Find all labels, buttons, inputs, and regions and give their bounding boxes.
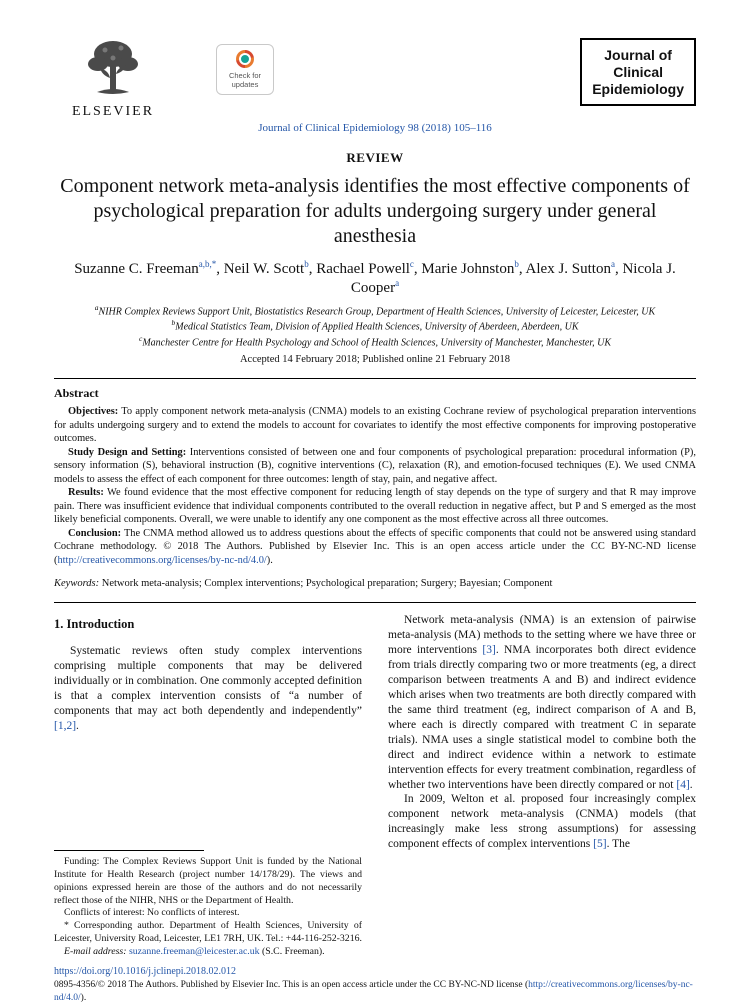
crossmark-icon	[236, 50, 254, 68]
citation-ref[interactable]: [4]	[676, 778, 690, 791]
crossmark-label-line1: Check for	[228, 71, 262, 80]
author-separator: ,	[518, 260, 526, 277]
footnotes-block	[54, 850, 362, 958]
intro-heading: 1. Introduction	[54, 617, 135, 632]
elsevier-wordmark: ELSEVIER	[71, 104, 155, 119]
abstract-results-text: We found evidence that the most effective component for reducing length of stay depends on the type of surgery and that R may improve pain. There was insufficient evidence that individual components contributed to the overall reduction in negative affect, but P and S emerged as the most likely beneficial components. Overall, we were unable to identify any one component as the most effective across all three outcomes.	[54, 487, 696, 526]
author-affiliation-sup[interactable]: a,b,*	[198, 258, 217, 269]
author-name: Neil W. Scott	[223, 260, 305, 277]
body-columns	[54, 613, 696, 958]
affiliation-line	[54, 303, 696, 318]
abstract-conclusion-close: ).	[266, 554, 273, 566]
affiliation-list	[54, 303, 696, 349]
abstract-design-text: Interventions consisted of between one and four components of psychological preparation: procedural information (P), sensory information (S), behavioral instruction (B), cognitive interventions (C), relaxation (R), and emotion-focused techniques (E). We used CNMA models to assess the effect of each component for three outcomes: length of stay, pain, and negative affect.	[54, 446, 696, 485]
citation-ref[interactable]: [1,2]	[54, 719, 77, 732]
copyright-text	[54, 979, 696, 1004]
abstract-conclusion-text: The CNMA method allowed us to address questions about the effects of specific components that could not be answered using standard Cochrane methodology. © 2018 The Authors. Published by Elsevier Inc. This is an open access article under the CC BY-NC-ND license (	[54, 527, 696, 566]
affiliation-text: NIHR Complex Reviews Support Unit, Biostatistics Research Group, Department of Health Sciences, University of Leicester, Leicester, UK	[98, 306, 656, 318]
section-divider-top	[54, 378, 696, 379]
license-link[interactable]: http://creativecommons.org/licenses/by-nc-nd/4.0/	[57, 554, 267, 566]
author-separator: ,	[216, 260, 224, 277]
elsevier-tree-icon	[77, 38, 149, 98]
abstract-objectives-label: Objectives:	[68, 406, 119, 418]
right-column	[388, 613, 696, 958]
welton-text-a: In 2009, Welton et al. proposed four increasingly complex component network meta-analysis (CNMA) models (that increasingly make less strong assumptions) for assessing component effects of complex interventions	[388, 793, 696, 851]
author-name: Rachael Powell	[316, 260, 410, 277]
author-list	[54, 259, 696, 299]
author-affiliation-sup[interactable]: c	[409, 258, 414, 269]
abstract-conclusion-label: Conclusion:	[68, 527, 122, 539]
copyright-text-b: ).	[80, 992, 87, 1003]
intro-text: Systematic reviews often study complex interventions comprising multiple components that may be delivered individually or in combination. One commonly accepted definition is that a complex intervention consists of “a number of components that may act both dependently and independently”	[54, 645, 362, 717]
author-name: Nicola J. Cooper	[350, 260, 676, 297]
citation-link[interactable]: Journal of Clinical Epidemiology 98 (2018) 105–116	[258, 122, 492, 134]
affiliation-text: Medical Statistics Team, Division of Applied Health Sciences, University of Aberdeen, Aberdeen, UK	[175, 321, 579, 333]
footnote-corresponding: * Corresponding author. Department of Health Sciences, University of Leicester, University Road, Leicester, LE1 7RH, UK. Tel.: +44-116-252-3216.	[54, 920, 362, 944]
abstract-conclusion	[54, 527, 696, 568]
abstract-objectives-text: To apply component network meta-analysis (CNMA) models to an existing Cochrane review of psychological preparation interventions for adults undergoing surgery and to extend the models to account for covariates to identify the most effective components for improving postoperative outcomes.	[54, 406, 696, 445]
footnote-conflicts: Conflicts of interest: No conflicts of interest.	[64, 907, 240, 919]
footnote-rule	[54, 850, 204, 851]
masthead-line: Epidemiology	[592, 80, 684, 97]
welton-paragraph	[388, 792, 696, 852]
intro-text-close: .	[76, 719, 79, 732]
author-separator: ,	[308, 260, 317, 277]
keywords-text: Network meta-analysis; Complex interventions; Psychological preparation; Surgery; Bayesian; Component	[101, 578, 553, 590]
check-for-updates-badge[interactable]	[216, 44, 274, 95]
author-separator: ,	[614, 260, 623, 277]
left-column	[54, 613, 362, 958]
citation-ref[interactable]: [5]	[593, 838, 607, 851]
intro-paragraph	[54, 644, 362, 734]
author-affiliation-sup[interactable]: a	[610, 258, 615, 269]
footnote-funding: Funding: The Complex Reviews Support Unit is funded by the National Institute for Health Research (project number 14/178/29). The views and opinions expressed herein are those of the authors and do not necessarily reflect those of the NIHR, NHS or the Department of Health.	[54, 856, 362, 906]
affiliation-text: Manchester Centre for Health Psychology and School of Health Sciences, University of Manchester, Manchester, UK	[142, 337, 612, 349]
keywords-line	[54, 578, 696, 589]
abstract-design-label: Study Design and Setting:	[68, 446, 187, 458]
masthead-line: Journal of	[604, 47, 672, 63]
article-type-label: REVIEW	[346, 150, 404, 165]
accepted-published-dates: Accepted 14 February 2018; Published online 21 February 2018	[239, 354, 511, 366]
abstract-design	[54, 446, 696, 487]
welton-text-b: . The	[606, 838, 630, 851]
author-affiliation-sup[interactable]: a	[395, 278, 400, 289]
footnote-email	[54, 946, 362, 959]
author-separator: ,	[413, 260, 422, 277]
footer-license-link[interactable]: http://creativecommons.org/licenses/by-nc-nd/4.0/	[54, 980, 693, 1003]
page-footer	[54, 966, 696, 1004]
doi-link[interactable]: https://doi.org/10.1016/j.jclinepi.2018.02.012	[54, 966, 237, 978]
nma-text-b: . NMA incorporates both direct evidence from trials directly comparing two or more treatments (eg, a direct comparison between treatments A and B) and indirect evidence which arises when two treatments are both directly compared with the same third treatment (eg, indirect comparison of A and B, where each is directly compared with treatment C in separate trials). NMA uses a single statistical model to combine both the direct and indirect evidence within a network to estimate intervention effects for every treatment combination, regardless of whether two interventions have been directly compared or not	[388, 644, 696, 791]
author-name: Alex J. Sutton	[525, 260, 611, 277]
affiliation-line	[54, 334, 696, 349]
journal-masthead	[580, 38, 696, 106]
copyright-text-a: 0895-4356/© 2018 The Authors. Published by Elsevier Inc. This is an open access article under the CC BY-NC-ND license (	[54, 980, 529, 991]
journal-citation	[54, 122, 696, 134]
email-suffix: (S.C. Freeman).	[259, 945, 325, 957]
affiliation-sup: b	[171, 318, 176, 328]
nma-text-c: .	[689, 778, 693, 791]
page-header	[54, 38, 696, 120]
masthead-line: Clinical	[613, 63, 663, 80]
email-label: E-mail address:	[64, 945, 127, 957]
nma-text-a: Network meta-analysis (NMA) is an extension of pairwise meta-analysis (MA) methods to the setting where we have three or more interventions	[388, 614, 696, 657]
abstract-results-label: Results:	[68, 487, 104, 499]
abstract-results	[54, 486, 696, 527]
author-name: Marie Johnston	[421, 260, 515, 277]
author-affiliation-sup[interactable]: b	[304, 258, 309, 269]
article-title: Component network meta-analysis identifies the most effective components of psychological preparation for adults undergoing surgery under general anesthesia	[60, 175, 690, 248]
email-link[interactable]: suzanne.freeman@leicester.ac.uk	[128, 945, 260, 957]
elsevier-logo	[54, 38, 172, 120]
author-affiliation-sup[interactable]: b	[514, 258, 519, 269]
affiliation-sup: a	[94, 303, 99, 313]
citation-ref[interactable]: [3]	[482, 644, 496, 657]
nma-paragraph	[388, 613, 696, 792]
keywords-label: Keywords:	[54, 578, 100, 590]
section-divider-bottom	[54, 602, 696, 603]
affiliation-line	[54, 318, 696, 333]
crossmark-label-line2: updates	[231, 80, 259, 90]
affiliation-sup: c	[138, 333, 143, 343]
abstract-heading: Abstract	[54, 386, 99, 401]
author-name: Suzanne C. Freeman	[74, 260, 199, 277]
abstract-objectives	[54, 405, 696, 446]
